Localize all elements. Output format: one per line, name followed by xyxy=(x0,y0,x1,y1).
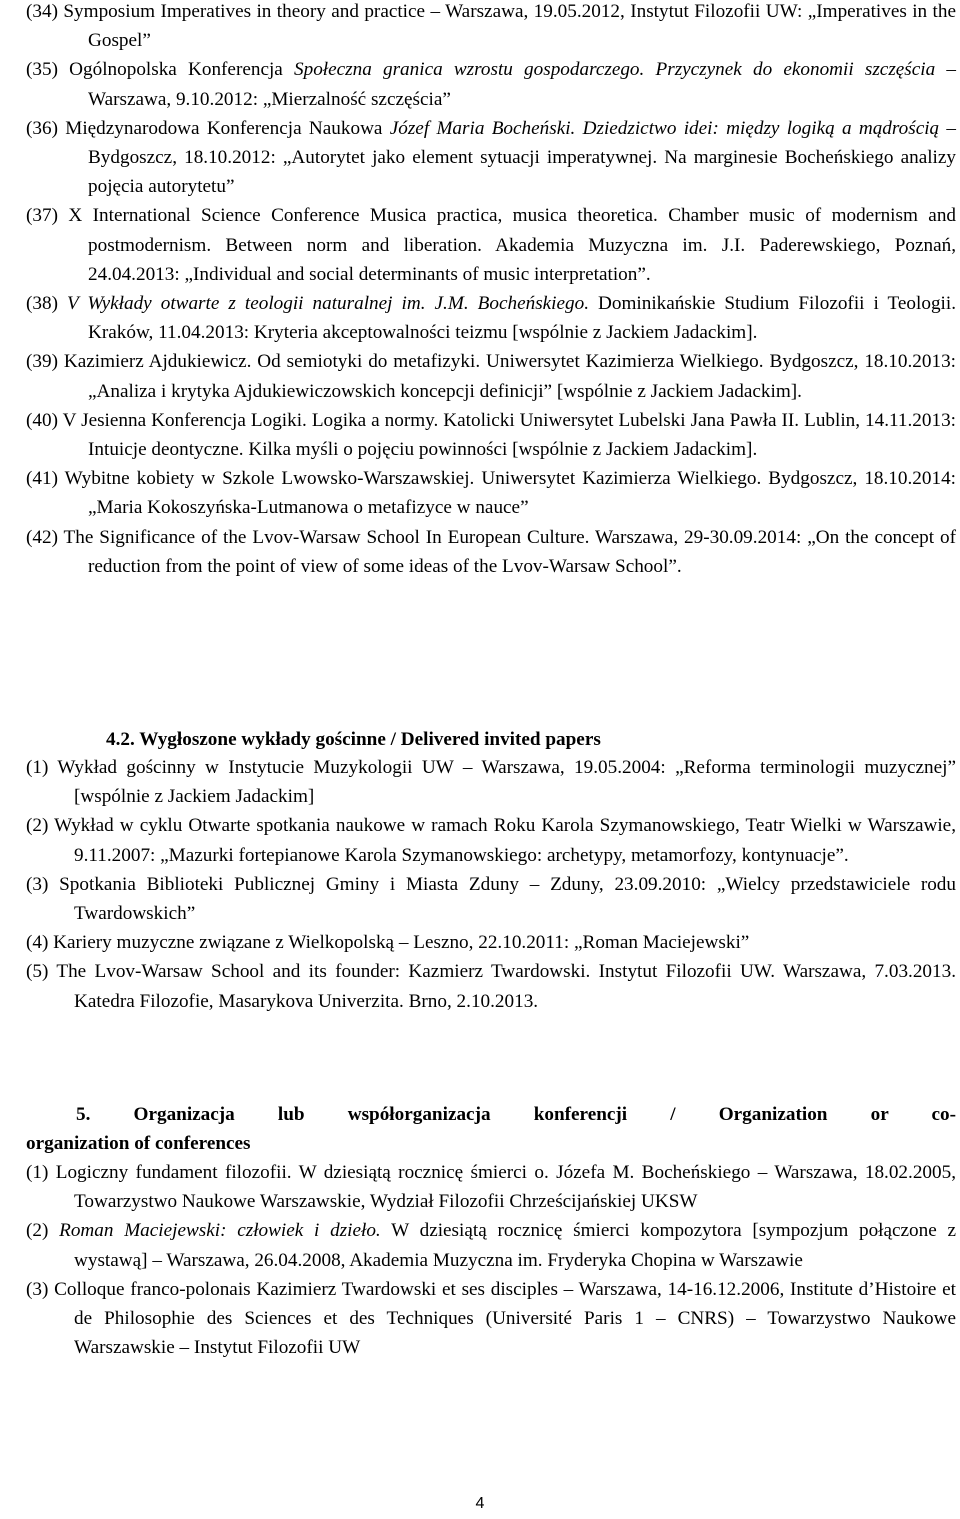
section-heading-4-2: 4.2. Wygłoszone wykłady gościnne / Delivered invited papers xyxy=(106,729,601,750)
list-item: (4) Kariery muzyczne związane z Wielkopolską – Leszno, 22.10.2011: „Roman Maciejewski” xyxy=(26,932,750,954)
list-item: (34) Symposium Imperatives in theory and practice – Warszawa, 19.05.2012, Instytut Filozofii UW: „Imperatives in the Gospel” xyxy=(26,1,957,52)
list-item: (41) Wybitne kobiety w Szkole Lwowsko-Warszawskiej. Uniwersytet Kazimierza Wielkiego. Bydgoszcz, 18.10.2014: „Maria Kokoszyńska-Lutmanowa o metafizyce w nauce” xyxy=(26,468,956,519)
page-number: 4 xyxy=(475,1495,485,1512)
list-item: (37) X International Science Conference Musica practica, musica theoretica. Chamber music of modernism and postmodernism. Between norm and liberation. Akademia Muzyczna im. J.I. Paderewskiego, Poznań, 24.04.2013: „Individual and social determinants of music interpretation”. xyxy=(26,205,957,285)
list-item: (39) Kazimierz Ajdukiewicz. Od semiotyki do metafizyki. Uniwersytet Kazimierza Wielkiego. Bydgoszcz, 18.10.2013: „Analiza i krytyka Ajdukiewiczowskich koncepcji definicji” [wspólnie z Jackiem Jadackim]. xyxy=(26,351,956,402)
list-item: (3) Colloque franco-polonais Kazimierz Twardowski et ses disciples – Warszawa, 14-16.12.2006, Institute d’Histoire et de Philosophie des Sciences et des Techniques (Université Paris 1 – CNRS) – Towarzystwo Naukowe Warszawskie – Instytut Filozofii UW xyxy=(26,1278,957,1359)
organized-conferences-list xyxy=(26,1158,956,1362)
conference-talks-list xyxy=(26,0,956,581)
list-item: (42) The Significance of the Lvov-Warsaw School In European Culture. Warszawa, 29-30.09.2014: „On the concept of reduction from the point of view of some ideas of the Lvov-Warsaw School”. xyxy=(26,526,957,577)
list-item: (2) Roman Maciejewski: człowiek i dzieło. W dziesiątą rocznicę śmierci kompozytora [sympozjum połączone z wystawą] – Warszawa, 26.04.2008, Akademia Muzyczna im. Fryderyka Chopina w Warszawie xyxy=(26,1220,956,1271)
list-item: (5) The Lvov-Warsaw School and its founder: Kazmierz Twardowski. Instytut Filozofii UW. Warszawa, 7.03.2013. Katedra Filozofie, Masarykova Univerzita. Brno, 2.10.2013. xyxy=(26,961,957,1012)
list-item: (1) Wykład gościnny w Instytucie Muzykologii UW – Warszawa, 19.05.2004: „Reforma terminologii muzycznej” [wspólnie z Jackiem Jadackim] xyxy=(26,757,956,808)
list-item: (38) V Wykłady otwarte z teologii naturalnej im. J.M. Bocheńskiego. Dominikańskie Studium Filozofii i Teologii. Kraków, 11.04.2013: Kryteria akceptowalności teizmu [wspólnie z Jackiem Jadackim]. xyxy=(26,293,956,344)
list-item: (3) Spotkania Biblioteki Publicznej Gminy i Miasta Zduny – Zduny, 23.09.2010: „Wielcy przedstawiciele rodu Twardowskich” xyxy=(26,873,956,925)
list-item: (1) Logiczny fundament filozofii. W dziesiątą rocznicę śmierci o. Józefa M. Bocheńskiego – Warszawa, 18.02.2005, Towarzystwo Naukowe Warszawskie, Wydział Filozofii Chrześcijańskiej UKSW xyxy=(26,1162,956,1213)
invited-papers-list xyxy=(26,753,956,1016)
list-item: (35) Ogólnopolska Konferencja Społeczna granica wzrostu gospodarczego. Przyczynek do ekonomii szczęścia – Warszawa, 9.10.2012: „Mierzalność szczęścia” xyxy=(26,59,956,110)
list-item: (36) Międzynarodowa Konferencja Naukowa Józef Maria Bocheński. Dziedzictwo idei: między logiką a mądrością – Bydgoszcz, 18.10.2012: „Autorytet jako element sytuacji imperatywnej. Na marginesie Bocheńskiego analizy pojęcia autorytetu” xyxy=(26,117,957,198)
section-heading-5: 5. Organizacja lub współorganizacja konferencji / Organization or co- organization of conferences xyxy=(26,1104,956,1155)
list-item: (40) V Jesienna Konferencja Logiki. Logika a normy. Katolicki Uniwersytet Lubelski Jana Pawła II. Lublin, 14.11.2013: Intuicje deontyczne. Kilka myśli o pojęciu powinności [wspólnie z Jackiem Jadackim]. xyxy=(26,409,956,461)
list-item: (2) Wykład w cyklu Otwarte spotkania naukowe w ramach Roku Karola Szymanowskiego, Teatr Wielki w Warszawie, 9.11.2007: „Mazurki fortepianowe Karola Szymanowskiego: archetypy, metamorfozy, kontynuacje”. xyxy=(26,815,956,866)
